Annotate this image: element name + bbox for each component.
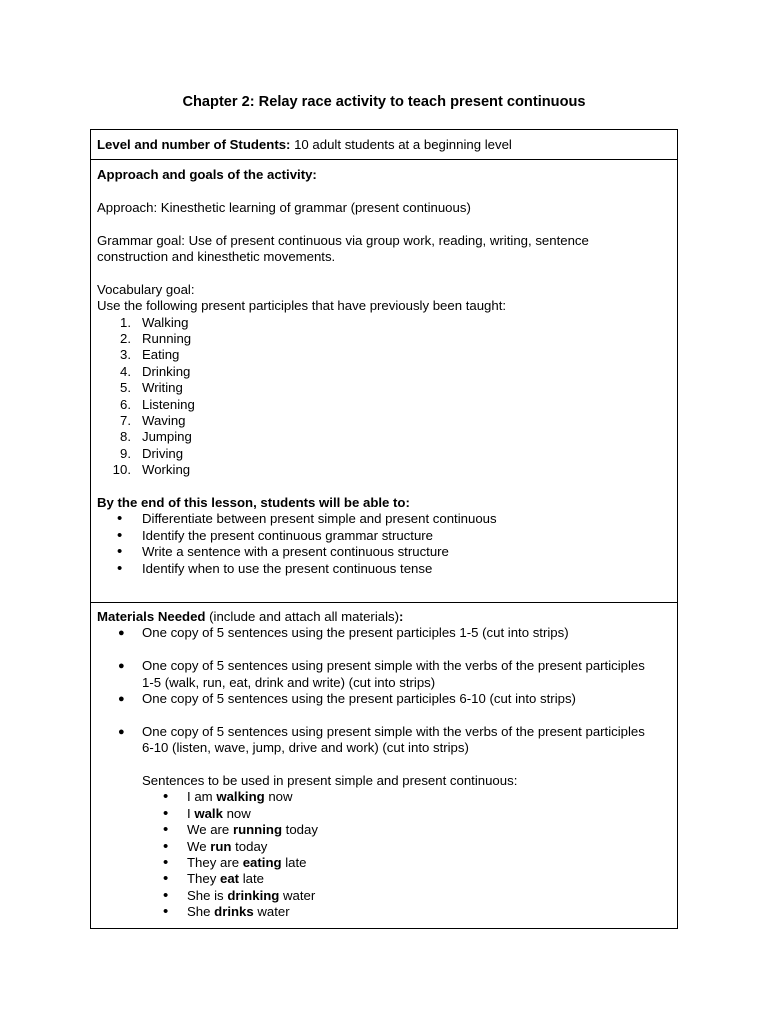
bullet-icon: • bbox=[117, 510, 123, 528]
list-item: 10. Working bbox=[112, 462, 191, 478]
sentences-intro: Sentences to be used in present simple and present continuous: bbox=[142, 773, 518, 789]
list-item: • Differentiate between present simple and present continuous bbox=[117, 510, 497, 528]
list-item: • Identify when to use the present continuous tense bbox=[117, 559, 433, 577]
bullet-icon: • bbox=[163, 870, 169, 888]
list-item: 9. Driving bbox=[120, 445, 184, 461]
list-item: 4. Drinking bbox=[120, 363, 191, 379]
level-label: Level and number of Students: bbox=[97, 137, 291, 152]
bullet-icon: • bbox=[163, 854, 169, 872]
participle-list bbox=[97, 315, 671, 479]
list-item: ● One copy of 5 sentences using the present participles 6-10 (cut into strips) bbox=[118, 691, 576, 707]
bullet-icon: • bbox=[117, 526, 123, 544]
list-item: • She drinks water bbox=[163, 903, 290, 921]
bullet-icon: • bbox=[117, 543, 123, 561]
approach-heading: Approach and goals of the activity: bbox=[97, 167, 317, 182]
list-item: 3. Eating bbox=[120, 347, 180, 363]
list-item: 8. Jumping bbox=[120, 429, 192, 445]
level-row bbox=[91, 130, 677, 159]
materials-heading: Materials Needed (include and attach all materials): bbox=[97, 609, 404, 624]
bullet-icon: • bbox=[163, 804, 169, 822]
bullet-icon: ● bbox=[118, 693, 125, 706]
objectives-list bbox=[97, 511, 671, 577]
grammar-goal-line-1: Grammar goal: Use of present continuous via group work, reading, writing, sentence bbox=[97, 232, 589, 248]
list-item: 6. Listening bbox=[120, 396, 195, 412]
lesson-table bbox=[90, 129, 678, 929]
list-item: ● One copy of 5 sentences using present simple with the verbs of the present participles bbox=[118, 658, 645, 674]
list-item: • We run today bbox=[163, 837, 268, 855]
bullet-icon: • bbox=[163, 821, 169, 839]
list-item: 7. Waving bbox=[120, 413, 186, 429]
list-item: 1. Walking bbox=[120, 314, 189, 330]
list-item-continuation: 1-5 (walk, run, eat, drink and write) (cut into strips) bbox=[142, 674, 436, 690]
list-item: • Write a sentence with a present continuous structure bbox=[117, 543, 449, 561]
list-item: 5. Writing bbox=[120, 380, 183, 396]
grammar-goal-line-2: construction and kinesthetic movements. bbox=[97, 249, 336, 264]
page-title: Chapter 2: Relay race activity to teach present continuous bbox=[182, 94, 586, 110]
bullet-icon: • bbox=[163, 837, 169, 855]
bullet-icon: • bbox=[163, 886, 169, 904]
list-item: • I am walking now bbox=[163, 788, 293, 806]
list-item: • We are running today bbox=[163, 821, 318, 839]
list-item: ● One copy of 5 sentences using the present participles 1-5 (cut into strips) bbox=[118, 625, 569, 641]
list-item: 2. Running bbox=[120, 331, 192, 347]
bullet-icon: • bbox=[163, 788, 169, 806]
list-item: • Identify the present continuous grammar structure bbox=[117, 526, 434, 544]
vocabulary-intro: Use the following present participles that have previously been taught: bbox=[97, 298, 507, 314]
objectives-heading: By the end of this lesson, students will be able to: bbox=[97, 495, 410, 511]
approach-line: Approach: Kinesthetic learning of grammar (present continuous) bbox=[97, 199, 471, 215]
list-item: ● One copy of 5 sentences using present simple with the verbs of the present participles bbox=[118, 723, 645, 739]
vocabulary-heading: Vocabulary goal: bbox=[97, 281, 195, 297]
materials-row bbox=[91, 602, 677, 928]
list-item: • I walk now bbox=[163, 804, 251, 822]
list-item-continuation: 6-10 (listen, wave, jump, drive and work) (cut into strips) bbox=[142, 740, 469, 756]
bullet-icon: • bbox=[117, 559, 123, 577]
bullet-icon: ● bbox=[118, 660, 125, 673]
materials-list bbox=[97, 625, 671, 756]
list-item: • They are eating late bbox=[163, 854, 307, 872]
level-line bbox=[97, 137, 671, 153]
approach-row bbox=[91, 159, 677, 602]
list-item: • They eat late bbox=[163, 870, 264, 888]
bullet-icon: ● bbox=[118, 627, 125, 640]
sentences-list bbox=[97, 789, 671, 920]
level-value: 10 adult students at a beginning level bbox=[290, 137, 512, 152]
bullet-icon: ● bbox=[118, 725, 125, 738]
bullet-icon: • bbox=[163, 903, 169, 921]
list-item: • She is drinking water bbox=[163, 886, 316, 904]
